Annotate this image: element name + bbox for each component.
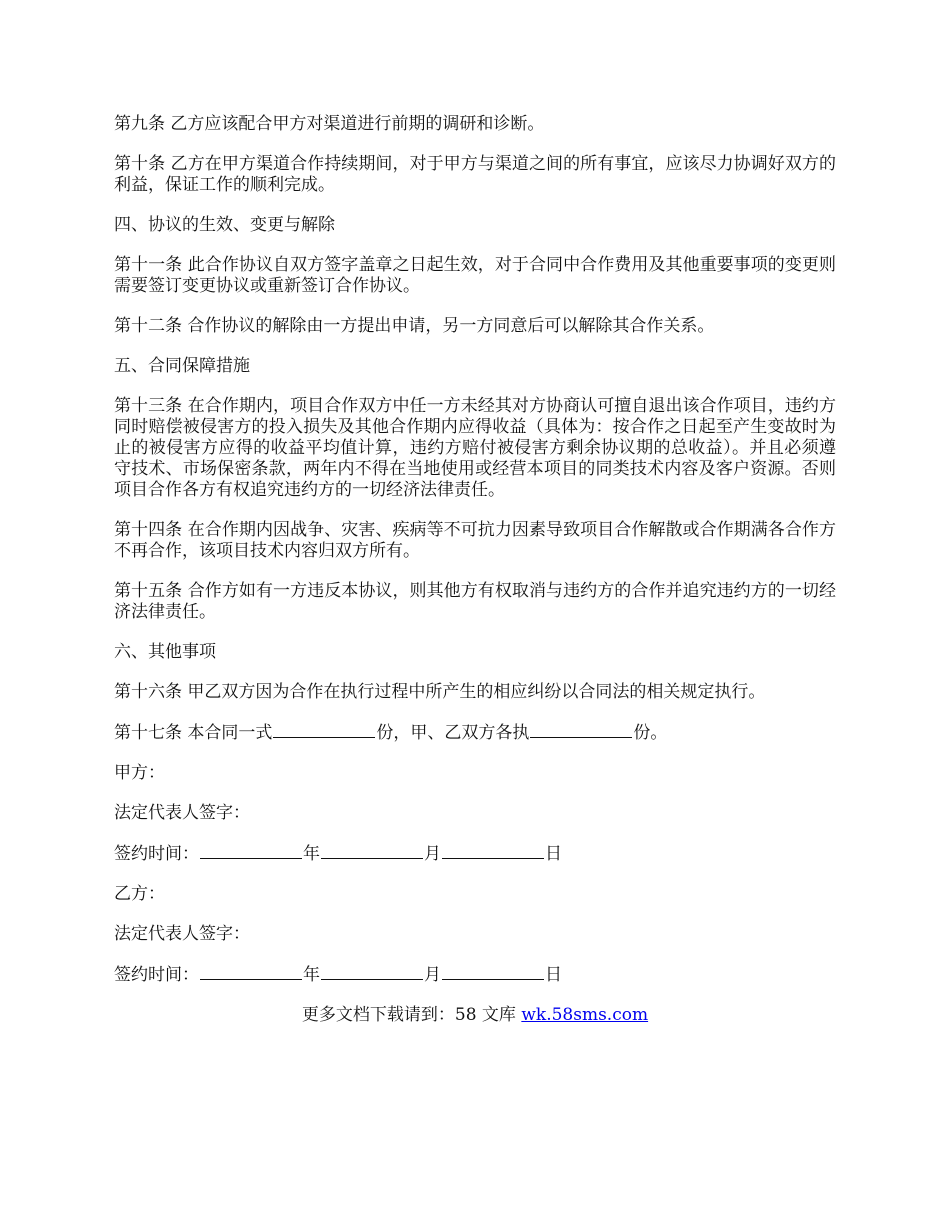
party-a-date-label: 签约时间： — [114, 844, 199, 864]
article-16: 第十六条 甲乙双方因为合作在执行过程中所产生的相应纠纷以合同法的相关规定执行。 — [114, 682, 766, 702]
party-a-month-blank — [321, 843, 423, 859]
party-b-day-label: 日 — [545, 965, 562, 985]
section-4-heading: 四、协议的生效、变更与解除 — [114, 215, 335, 235]
article-13: 第十三条 在合作期内，项目合作双方中任一方未经其对方协商认可擅自退出该合作项目，违约方同时赔偿被侵害方的投入损失及其他合作期内应得收益（具体为：按合作之日起至产生变故时为止的被侵害方应得的收益平均值计算，违约方赔付被侵害方剩余协议期的总收益）。并且必须遵守技术、市场保密条款，两年内不得在当地使用或经营本项目的同类技术内容及客户资源。否则项目合作各方有权追究违约方的一切经济法律责任。 — [114, 396, 836, 500]
article-15: 第十五条 合作方如有一方违反本协议，则其他方有权取消与违约方的合作并追究违约方的一切经济法律责任。 — [114, 581, 836, 622]
section-5-heading: 五、合同保障措施 — [114, 356, 250, 376]
party-a-year-blank — [200, 843, 302, 859]
copies-total-blank — [273, 722, 375, 738]
article-10: 第十条 乙方在甲方渠道合作持续期间，对于甲方与渠道之间的所有事宜，应该尽力协调好双方的利益，保证工作的顺利完成。 — [114, 154, 836, 195]
footer-text: 更多文档下载请到：58 文库 — [301, 1005, 522, 1025]
article-17-middle: 份，甲、乙双方各执 — [376, 723, 530, 743]
party-a-representative-signature: 法定代表人签字： — [114, 803, 250, 823]
footer-link[interactable]: wk.58sms.com — [521, 1005, 649, 1025]
party-b-representative-signature: 法定代表人签字： — [114, 924, 250, 944]
document-body — [114, 114, 836, 1005]
section-6-heading: 六、其他事项 — [114, 642, 216, 662]
article-17-prefix: 第十七条 本合同一式 — [114, 723, 273, 743]
party-b-sign-date — [114, 964, 836, 986]
party-a-month-label: 月 — [424, 844, 441, 864]
party-a-label: 甲方： — [114, 763, 165, 783]
footer — [0, 1005, 950, 1026]
party-b-label: 乙方： — [114, 884, 165, 904]
article-14: 第十四条 在合作期内因战争、灾害、疾病等不可抗力因素导致项目合作解散或合作期满各合作方不再合作，该项目技术内容归双方所有。 — [114, 520, 836, 561]
party-a-year-label: 年 — [303, 844, 320, 864]
party-b-month-blank — [321, 964, 423, 980]
party-b-year-label: 年 — [303, 965, 320, 985]
article-17 — [114, 722, 836, 744]
party-b-month-label: 月 — [424, 965, 441, 985]
party-a-day-label: 日 — [545, 844, 562, 864]
party-a-day-blank — [442, 843, 544, 859]
party-b-year-blank — [200, 964, 302, 980]
party-b-day-blank — [442, 964, 544, 980]
article-17-suffix: 份。 — [633, 723, 668, 743]
article-11: 第十一条 此合作协议自双方签字盖章之日起生效，对于合同中合作费用及其他重要事项的变更则需要签订变更协议或重新签订合作协议。 — [114, 255, 836, 296]
article-9: 第九条 乙方应该配合甲方对渠道进行前期的调研和诊断。 — [114, 114, 545, 134]
party-b-date-label: 签约时间： — [114, 965, 199, 985]
article-12: 第十二条 合作协议的解除由一方提出申请，另一方同意后可以解除其合作关系。 — [114, 316, 715, 336]
copies-each-blank — [530, 722, 632, 738]
party-a-sign-date — [114, 843, 836, 865]
